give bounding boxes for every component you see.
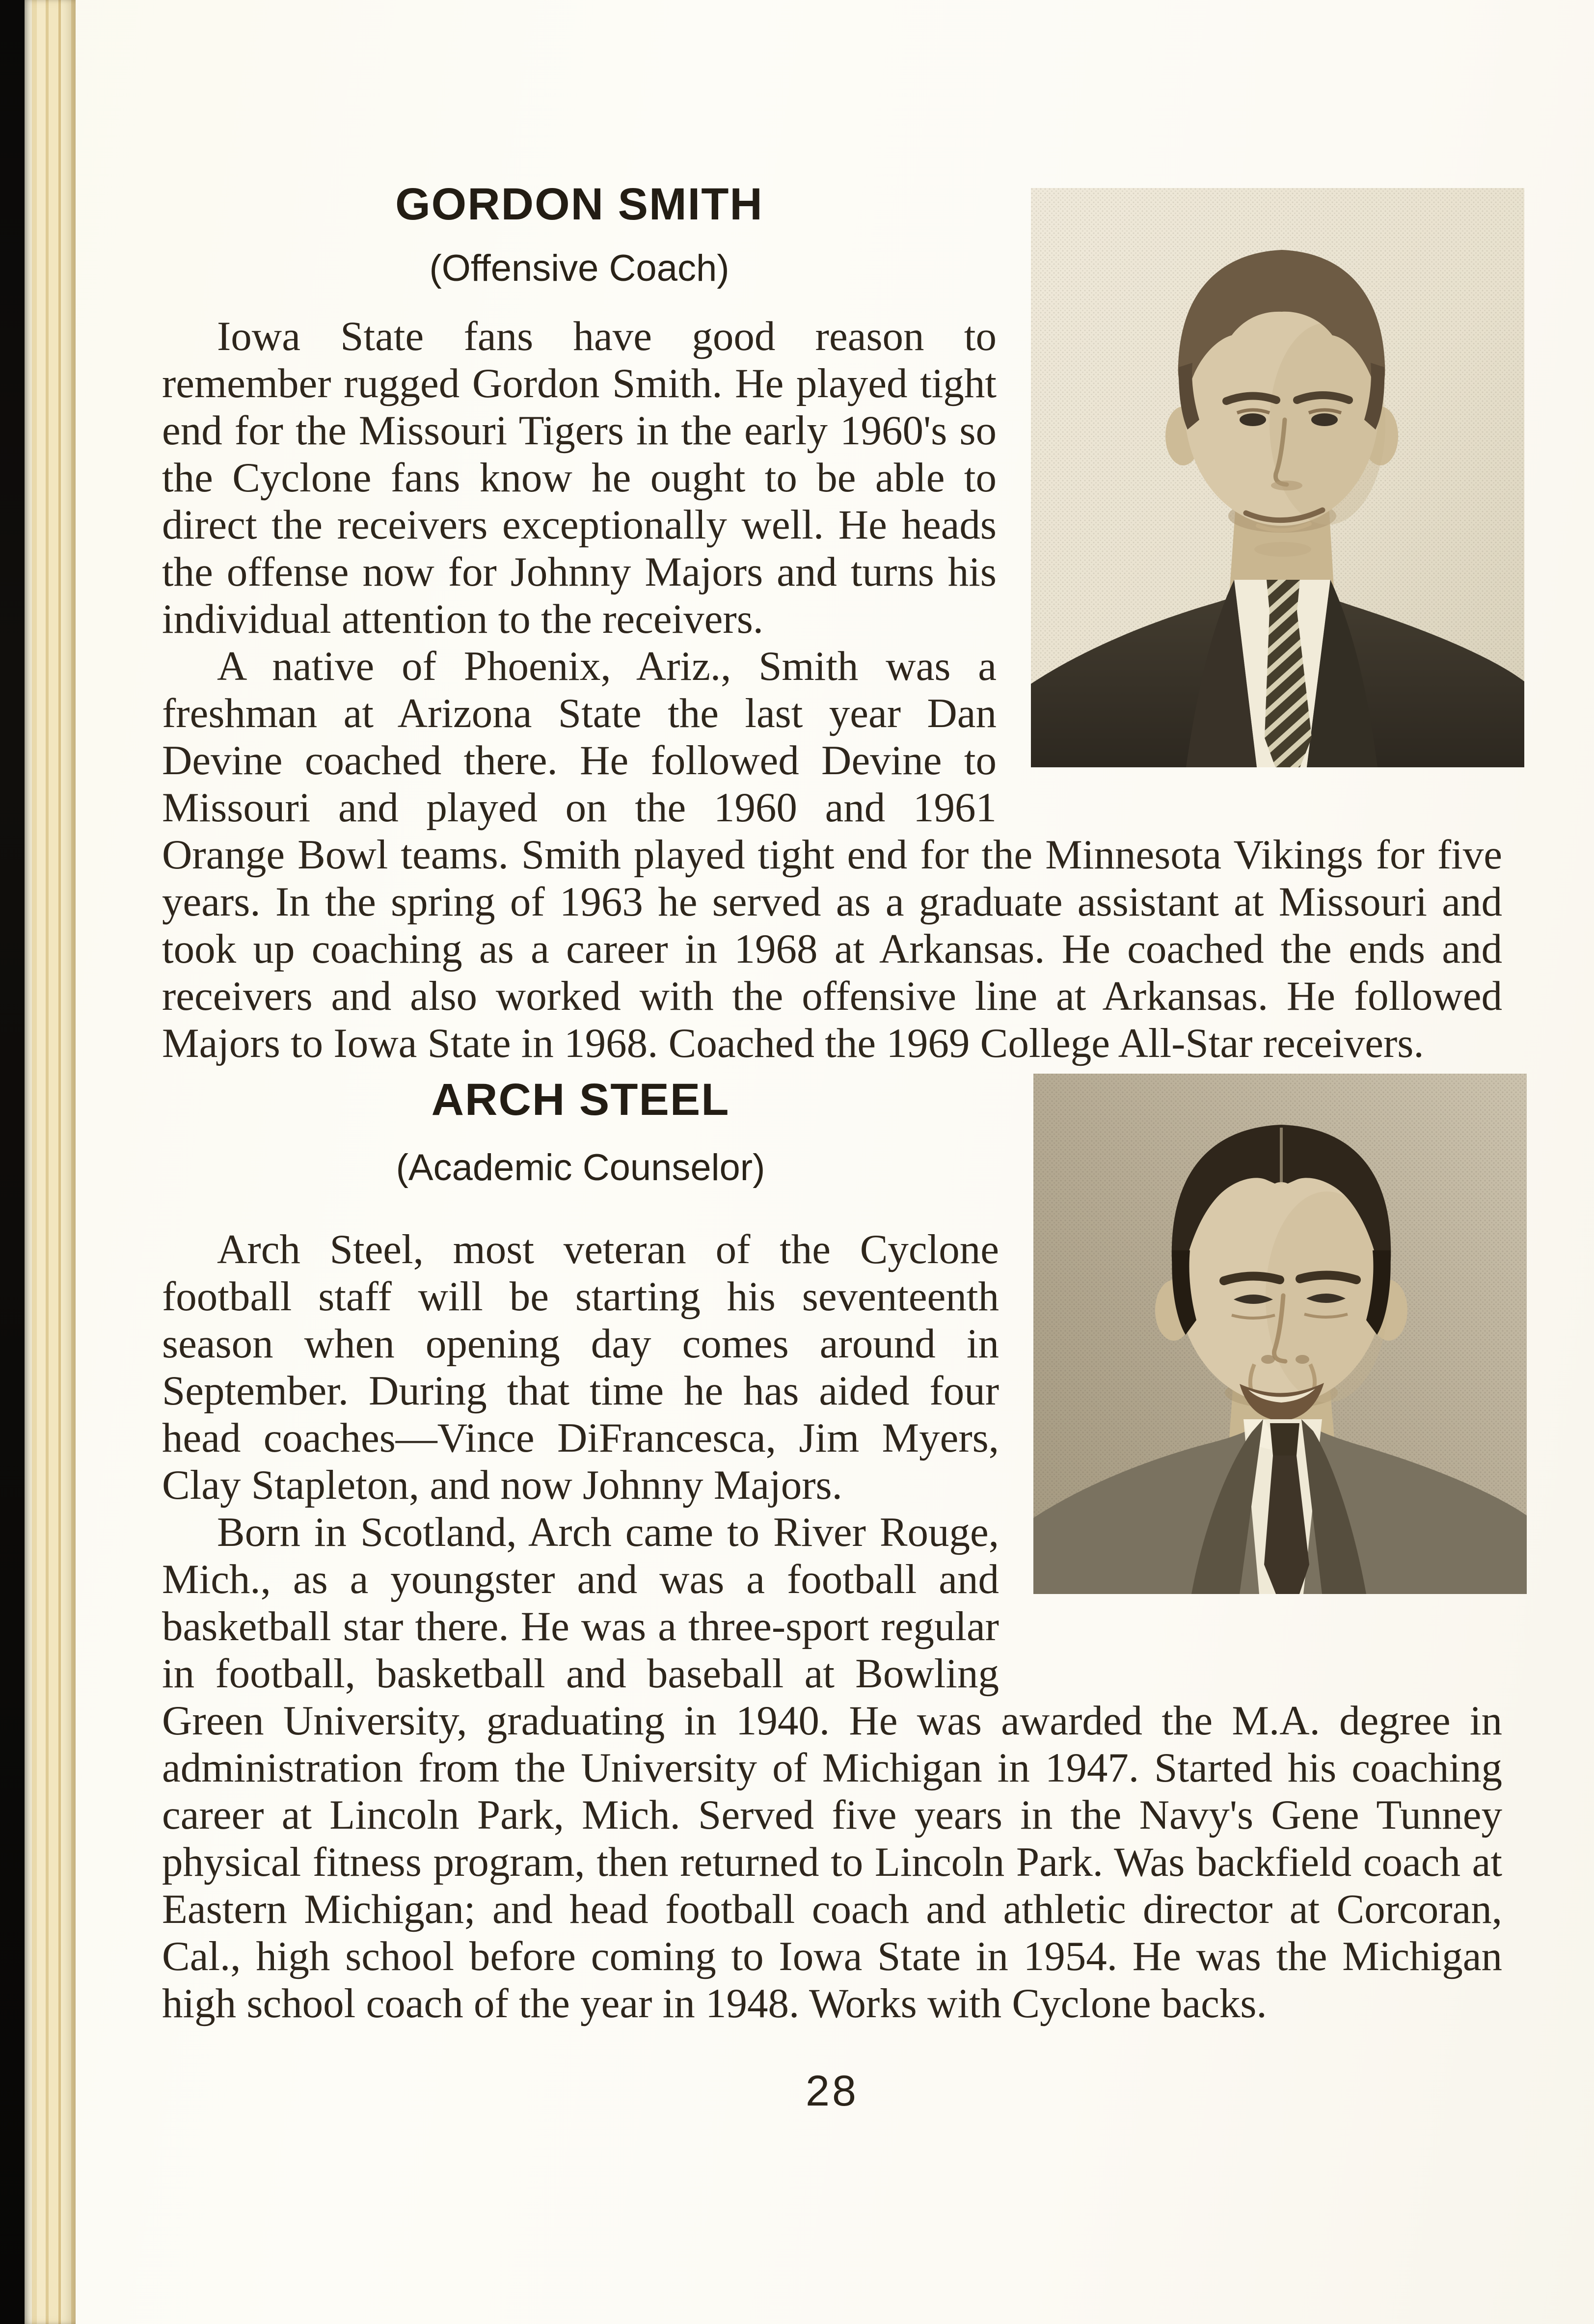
page-content bbox=[162, 164, 1502, 2113]
arch-steel-portrait-illustration bbox=[1033, 1074, 1527, 1594]
bio-title-arch-steel: ARCH STEEL bbox=[431, 1075, 730, 1125]
gordon-smith-portrait-photo bbox=[1031, 188, 1524, 767]
gordon-smith-portrait-illustration bbox=[1031, 188, 1524, 767]
stacked-page-edges bbox=[25, 0, 76, 2324]
bio-subtitle-gordon-smith: (Offensive Coach) bbox=[429, 247, 729, 289]
bio-section-gordon-smith bbox=[162, 178, 1502, 1067]
bio-paragraph: Iowa State fans have good reason to remember rugged Gordon Smith. He played tight end for the Missouri Tigers in the early 1960's so the Cyclone fans know he ought to be able to direct the receivers exceptionally well. He heads the offense now for Johnny Majors and turns his individual attention to the receivers. bbox=[162, 313, 997, 642]
bio-subtitle-arch-steel: (Academic Counselor) bbox=[396, 1147, 765, 1189]
arch-steel-portrait-photo bbox=[1033, 1074, 1527, 1594]
bio-section-arch-steel bbox=[162, 1074, 1502, 2027]
bio-paragraph: Arch Steel, most veteran of the Cyclone football staff will be starting his seventeenth season when opening day comes around in September. During that time he has aided four head coaches—Vince DiFrancesca, Jim Myers, Clay Stapleton, and now Johnny Majors. bbox=[162, 1226, 999, 1508]
book-spine-shadow bbox=[0, 0, 25, 2324]
page-number: 28 bbox=[806, 2066, 859, 2115]
bio-paragraph: A native of Phoenix, Ariz., Smith was a freshman at Arizona State the last year Dan Devine coached there. He followed Devine to Missouri and played on the 1960 and 1961 Orange Bowl teams. Smith played tight end for the Minnesota Vikings for five years. In the spring of 1963 he served as a graduate assistant at Missouri and took up coaching as a career in 1968 at Arkansas. He coached the ends and receivers and also worked with the offensive line at Arkansas. He followed Majors to Iowa State in 1968. Coached the 1969 College All-Star receivers. bbox=[162, 643, 1502, 1066]
bio-title-gordon-smith: GORDON SMITH bbox=[395, 179, 763, 229]
bio-paragraph: Born in Scotland, Arch came to River Rouge, Mich., as a youngster and was a football and basketball star there. He was a three-sport regular in football, basketball and baseball at Bowling Green University, graduating in 1940. He was awarded the M.A. degree in administration from the University of Michigan in 1947. Started his coaching career at Lincoln Park, Mich. Served five years in the Navy's Gene Tunney physical fitness program, then returned to Lincoln Park. Was backfield coach at Eastern Michigan; and head football coach and athletic director at Corcoran, Cal., high school before coming to Iowa State in 1954. He was the Michigan high school coach of the year in 1948. Works with Cyclone backs. bbox=[162, 1509, 1502, 2027]
